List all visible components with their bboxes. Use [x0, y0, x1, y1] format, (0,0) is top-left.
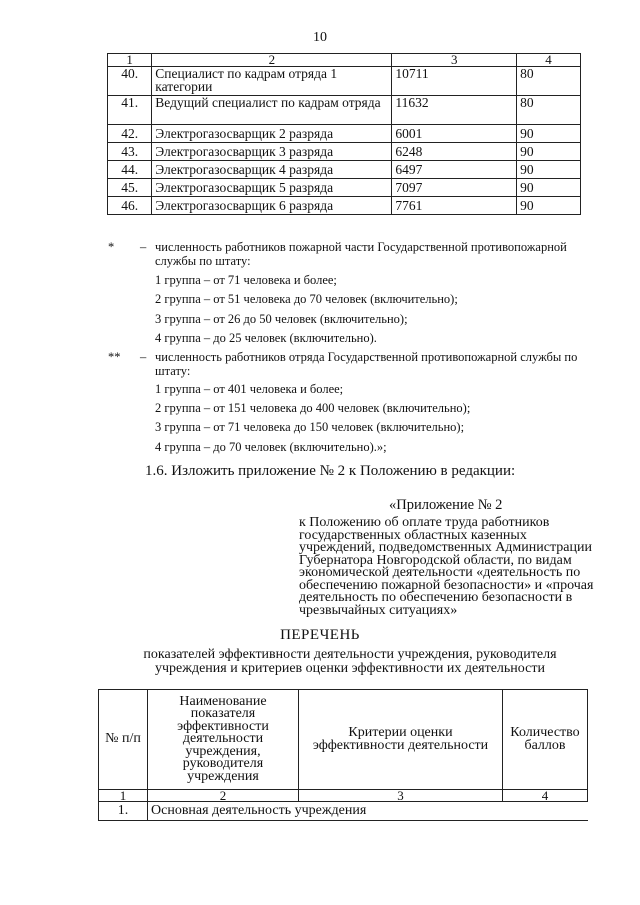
footnote-dash: – [140, 350, 147, 364]
group-line: 4 группа – до 25 человек (включительно). [155, 331, 377, 345]
salary-table [107, 53, 581, 215]
section-1-6: 1.6. Изложить приложение № 2 к Положению в редакции: [145, 463, 516, 479]
percent-value: 80 [517, 67, 581, 96]
list-subtitle: показателей эффективности деятельности учреждения, руководителя учреждения и критериев оценки эффективности их деятельности [143, 647, 557, 676]
header-cell-points: Количество баллов [503, 690, 588, 790]
table-row [108, 67, 581, 96]
position-name: Специалист по кадрам отряда 1 категории [152, 67, 392, 96]
position-name: Электрогазосварщик 4 разряда [152, 161, 392, 179]
footnote-text: численность работников пожарной части Государственной противопожарной службы по штату: [155, 240, 567, 268]
header-cell-criteria: Критерии оценки эффективности деятельности [299, 690, 503, 790]
table-row [108, 125, 581, 143]
group-line: 2 группа – от 51 человека до 70 человек (включительно); [155, 292, 458, 306]
position-name: Электрогазосварщик 5 разряда [152, 179, 392, 197]
row-number: 44. [108, 161, 152, 179]
table-row [99, 802, 588, 821]
salary-value: 7761 [392, 197, 517, 215]
percent-value: 90 [517, 143, 581, 161]
footnote-mark: ** [108, 350, 121, 364]
percent-value: 90 [517, 125, 581, 143]
row-number: 41. [108, 96, 152, 125]
table-row [108, 143, 581, 161]
table-row [108, 96, 581, 125]
salary-value: 6248 [392, 143, 517, 161]
group-line: 1 группа – от 401 человека и более; [155, 382, 344, 396]
page-number: 10 [313, 30, 327, 45]
group-line: 3 группа – от 26 до 50 человек (включительно); [155, 312, 408, 326]
column-number: 3 [299, 790, 503, 802]
header-cell: 1 [108, 54, 152, 67]
row-number: 45. [108, 179, 152, 197]
position-name: Электрогазосварщик 3 разряда [152, 143, 392, 161]
group-line: 2 группа – от 151 человека до 400 человек (включительно); [155, 401, 471, 415]
table-row [108, 197, 581, 215]
list-title: ПЕРЕЧЕНЬ [280, 627, 360, 643]
row-number: 43. [108, 143, 152, 161]
header-cell-indicator: Наименование показателя эффективности деятельности учреждения, руководителя учреждения [148, 690, 299, 790]
indicators-table [98, 689, 588, 821]
percent-value: 90 [517, 161, 581, 179]
footnote-dash: – [140, 240, 147, 254]
header-cell: 4 [517, 54, 581, 67]
column-number: 4 [503, 790, 588, 802]
table-header-row [99, 690, 588, 790]
header-cell: 3 [392, 54, 517, 67]
appendix-description: к Положению об оплате труда работников государственных областных казенных учреждений, подведомственных Администрации Губернатора Новгородской области, по видам экономической деятельности «деятельность по обеспечению пожарной безопасности» и «прочая деятельность по обеспечению безопасности в чрезвычайных ситуациях» [299, 515, 594, 618]
salary-value: 11632 [392, 96, 517, 125]
salary-value: 10711 [392, 67, 517, 96]
footnote-text: численность работников отряда Государственной противопожарной службы по штату: [155, 350, 578, 378]
salary-value: 6497 [392, 161, 517, 179]
row-number: 40. [108, 67, 152, 96]
column-numbers-row [99, 790, 588, 802]
row-number: 46. [108, 197, 152, 215]
group-line: 3 группа – от 71 человека до 150 человек (включительно); [155, 420, 465, 434]
group-line: 4 группа – до 70 человек (включительно).»; [155, 440, 387, 454]
table-row [108, 161, 581, 179]
table-header-row [108, 54, 581, 67]
column-number: 1 [99, 790, 148, 802]
row-number: 42. [108, 125, 152, 143]
row-number: 1. [99, 802, 148, 821]
salary-value: 6001 [392, 125, 517, 143]
percent-value: 90 [517, 179, 581, 197]
percent-value: 80 [517, 96, 581, 125]
position-name: Электрогазосварщик 6 разряда [152, 197, 392, 215]
header-cell: 2 [152, 54, 392, 67]
percent-value: 90 [517, 197, 581, 215]
section-name: Основная деятельность учреждения [148, 802, 588, 821]
column-number: 2 [148, 790, 299, 802]
position-name: Электрогазосварщик 2 разряда [152, 125, 392, 143]
group-line: 1 группа – от 71 человека и более; [155, 273, 337, 287]
position-name: Ведущий специалист по кадрам отряда [152, 96, 392, 125]
table-row [108, 179, 581, 197]
salary-value: 7097 [392, 179, 517, 197]
footnote-mark: * [108, 240, 115, 254]
header-cell-number: № п/п [99, 690, 148, 790]
appendix-title: «Приложение № 2 [389, 497, 503, 513]
